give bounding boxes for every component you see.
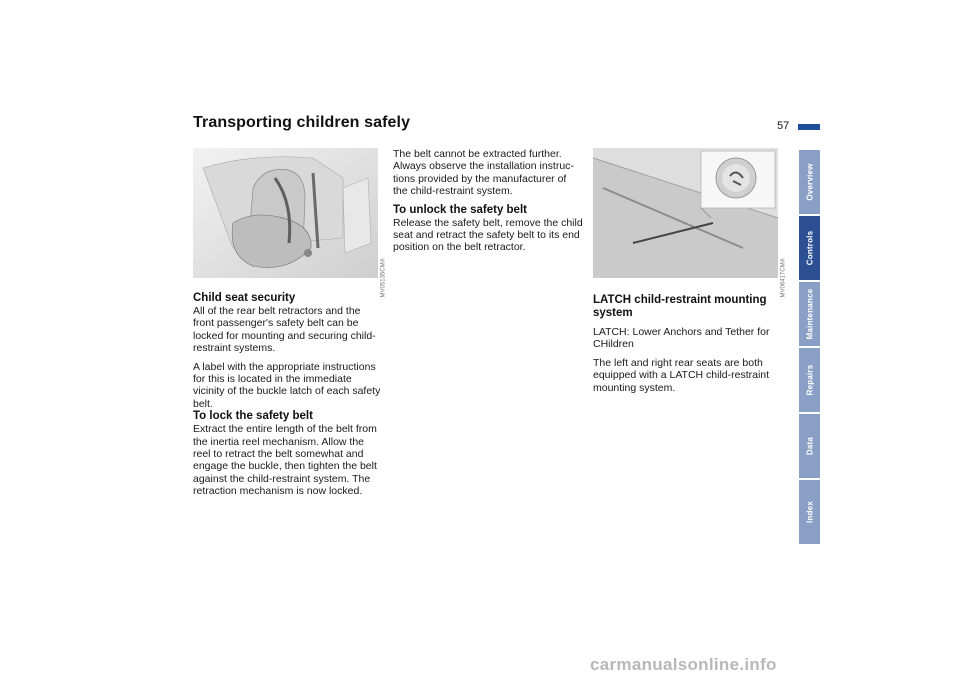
image-code: MV06417CMA <box>780 258 787 298</box>
paragraph: Extract the entire length of the belt from the inertia reel mechanism. Allow the reel to retract the belt somewhat and engage the buckle, then tighten the belt against the child-restraint system. The retraction mechanism is now locked. <box>193 423 377 498</box>
latch-anchor-photo <box>593 148 787 298</box>
heading-unlock-belt: To unlock the safety belt <box>393 203 527 216</box>
tab-overview[interactable] <box>799 150 820 214</box>
heading-lock-belt: To lock the safety belt <box>193 410 313 423</box>
latch-anchor-illustration <box>593 148 778 278</box>
tab-controls[interactable] <box>799 216 820 280</box>
paragraph: A label with the appropriate instructions for this is located in the immediate vicinity of the buckle latch of each safety belt. <box>193 360 381 410</box>
paragraph: All of the rear belt retractors and the front passenger's safety belt can be locked for mounting and securing child-restraint systems. <box>193 305 376 355</box>
tab-label: Overview <box>805 163 814 201</box>
tab-maintenance[interactable] <box>799 282 820 346</box>
tab-label: Maintenance <box>805 288 814 340</box>
paragraph: Release the safety belt, remove the child seat and retract the safety belt to its end position on the belt retractor. <box>393 216 583 254</box>
heading-latch-system: LATCH child-restraint mounting system <box>593 294 767 319</box>
tab-label: Data <box>805 436 814 456</box>
section-tabs <box>799 150 820 546</box>
paragraph: The left and right rear seats are both equipped with a LATCH child-restraint mounting system. <box>593 356 770 394</box>
tab-repairs[interactable] <box>799 348 820 412</box>
column-left <box>193 148 387 504</box>
heading-child-seat-security: Child seat security <box>193 292 296 304</box>
tab-data[interactable] <box>799 414 820 478</box>
paragraph: The belt cannot be extracted further. Always observe the installation instruc-tions provided by the manufacturer of the child-restraint system. <box>393 148 574 198</box>
watermark: carmanualsonline.info <box>590 655 777 674</box>
tab-label: Controls <box>805 230 814 266</box>
column-right <box>593 148 787 400</box>
page-number: 57 <box>777 120 790 132</box>
paragraph: LATCH: Lower Anchors and Tether for CHildren <box>593 326 770 351</box>
tab-index[interactable] <box>799 480 820 544</box>
column-middle <box>393 148 583 260</box>
image-code: MV05135CMA <box>380 258 387 298</box>
child-seat-illustration <box>193 148 378 278</box>
page-title: Transporting children safely <box>193 114 411 131</box>
page-marker <box>798 124 820 130</box>
tab-label: Index <box>805 501 814 523</box>
tab-label: Repairs <box>805 364 814 396</box>
